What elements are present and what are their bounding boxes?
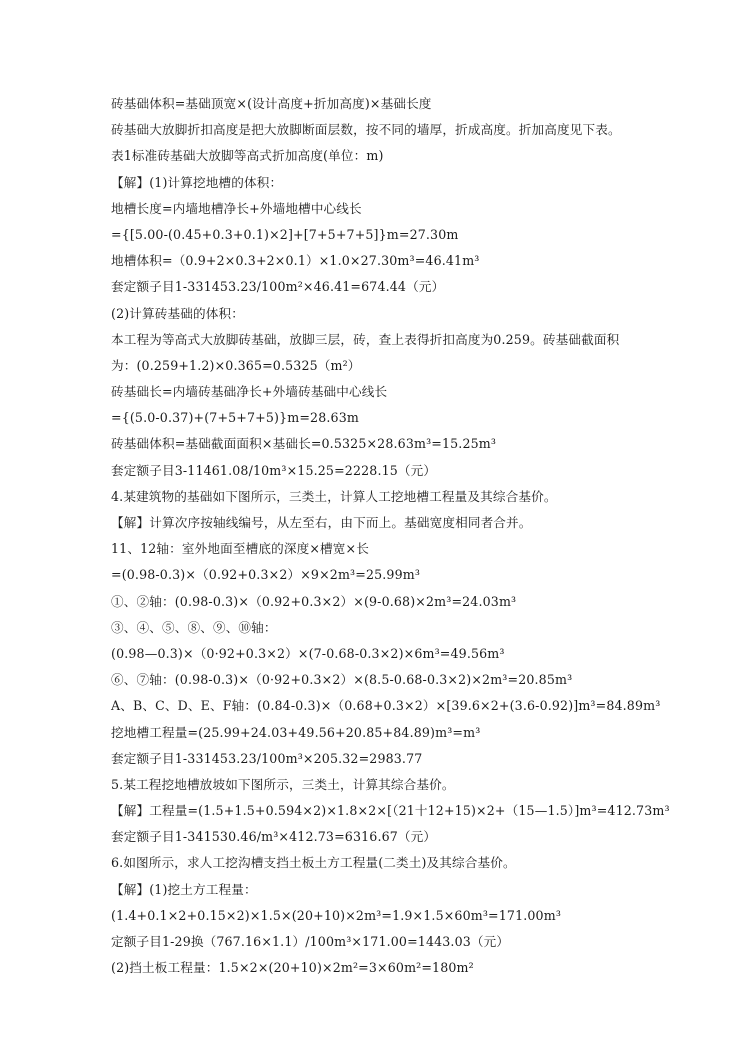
text-line: 11、12轴：室外地面至槽底的深度×槽宽×长 <box>111 541 369 557</box>
text-line: 地槽体积=（0.9+2×0.3+2×0.1）×1.0×27.30m³=46.41m³ <box>111 253 480 269</box>
text-line: 砖基础长=内墙砖基础净长+外墙砖基础中心线长 <box>111 384 388 400</box>
text-line: 【解】(1)挖土方工程量： <box>111 881 257 897</box>
text-line: ③、④、⑤、⑧、⑨、⑩轴： <box>111 619 277 635</box>
problem-heading: 4.某建筑物的基础如下图所示，三类土，计算人工挖地槽工程量及其综合基价。 <box>111 488 557 504</box>
text-line: 【解】(1)计算挖地槽的体积： <box>111 174 283 190</box>
text-line: 砖基础大放脚折扣高度是把大放脚断面层数，按不同的墙厚，折成高度。折加高度见下表。 <box>111 122 621 138</box>
text-line: (2)计算砖基础的体积： <box>111 305 244 321</box>
document-body <box>111 91 711 981</box>
text-line: A、B、C、D、E、F轴：(0.84-0.3)×（0.68+0.3×2）×[39.6×2+(3.6-0.92)]m³=84.89m³ <box>111 698 661 714</box>
text-line: (1.4+0.1×2+0.15×2)×1.5×(20+10)×2m³=1.9×1.5×60m³=171.00m³ <box>111 907 562 923</box>
text-line: 定额子目1-29换（767.16×1.1）/100m³×171.00=1443.03（元） <box>111 934 510 949</box>
text-line: (2)挡土板工程量：1.5×2×(20+10)×2m²=3×60m²=180m² <box>111 960 474 976</box>
text-line: (0.98—0.3)×（0·92+0.3×2）×(7-0.68-0.3×2)×6m³=49.56m³ <box>111 645 505 661</box>
text-line: ={[5.00-(0.45+0.3+0.1)×2]+[7+5+7+5]}m=27.30m <box>111 226 459 242</box>
text-line: 套定额子目1-331453.23/100m²×46.41=674.44（元） <box>111 279 445 295</box>
text-line: 【解】计算次序按轴线编号，从左至右，由下而上。基础宽度相同者合并。 <box>111 515 532 530</box>
text-line: 砖基础体积=基础截面面积×基础长=0.5325×28.63m³=15.25m³ <box>111 436 497 452</box>
text-line: 为：(0.259+1.2)×0.365=0.5325（m²） <box>111 357 361 373</box>
problem-heading: 5.某工程挖地槽放坡如下图所示，三类土，计算其综合基价。 <box>111 776 455 792</box>
text-line: =(0.98-0.3)×（0.92+0.3×2）×9×2m³=25.99m³ <box>111 567 421 583</box>
table-caption: 表1标准砖基础大放脚等高式折加高度(单位：m) <box>111 148 384 164</box>
text-line: 本工程为等高式大放脚砖基础，放脚三层，砖，查上表得折扣高度为0.259。砖基础截面积 <box>111 331 620 347</box>
text-line: 砖基础体积=基础顶宽×(设计高度+折加高度)×基础长度 <box>111 96 432 111</box>
text-line: ①、②轴：(0.98-0.3)×（0.92+0.3×2）×(9-0.68)×2m³=24.03m³ <box>111 593 517 609</box>
text-line: 地槽长度=内墙地槽净长+外墙地槽中心线长 <box>111 200 362 216</box>
text-line: 套定额子目1-331453.23/100m³×205.32=2983.77 <box>111 750 423 766</box>
text-line: 【解】工程量=(1.5+1.5+0.594×2)×1.8×2×[（21十12+15)×2+（15—1.5）]m³=412.73m³ <box>111 803 670 819</box>
text-line: 套定额子目3-11461.08/10m³×15.25=2228.15（元） <box>111 462 437 478</box>
problem-heading: 6.如图所示，求人工挖沟槽支挡土板土方工程量(二类土)及其综合基价。 <box>111 855 516 871</box>
text-line: ⑥、⑦轴：(0.98-0.3)×（0·92+0.3×2）×(8.5-0.68-0.3×2)×2m³=20.85m³ <box>111 672 573 688</box>
text-line: ={(5.0-0.37)+(7+5+7+5)}m=28.63m <box>111 410 359 426</box>
text-line: 挖地槽工程量=(25.99+24.03+49.56+20.85+84.89)m³=m³ <box>111 724 481 740</box>
text-line: 套定额子目1-341530.46/m³×412.73=6316.67（元） <box>111 829 437 845</box>
